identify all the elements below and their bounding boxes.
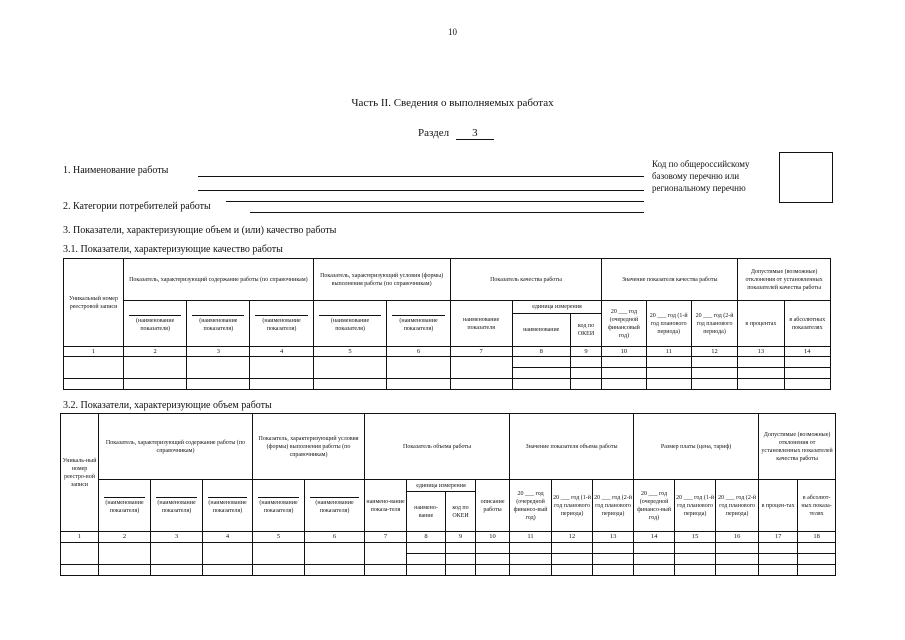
- t1-col-num: 1: [64, 347, 124, 357]
- t1-h-value: Значение показателя качества работы: [602, 259, 738, 301]
- t2-col-num: 4: [203, 532, 253, 543]
- page-title: Часть II. Сведения о выполняемых работах: [351, 97, 554, 109]
- t1-sub-y3: 20 ___ год (2-й год планового периода): [691, 301, 737, 347]
- t1-h-conditions: Показатель, характеризующий условия (формы) выполнения работы (по справочникам): [313, 259, 450, 301]
- t1-sub-y1: 20 ___ год (очередной финансовый год): [602, 301, 646, 347]
- t2-sub-y2: 20 ___ год (1-й год планового периода): [552, 480, 593, 532]
- page-number: 10: [448, 27, 457, 37]
- volume-table: [60, 413, 836, 576]
- t2-sub-unit: единица измерения: [407, 480, 476, 492]
- t2-h-deviation: Допустимые (возможные) отклонения от установленных показателей качества работы: [759, 414, 836, 480]
- t1-h-unique: Уникальный номер реестровой записи: [64, 259, 124, 347]
- t2-col-num: 18: [798, 532, 836, 543]
- t2-col-num: 16: [716, 532, 759, 543]
- t1-sub-pct: в процентах: [738, 301, 784, 347]
- t2-sub-desc: описание работы: [476, 480, 510, 532]
- indicators-label: 3. Показатели, характеризующие объем и (или) качество работы: [63, 225, 337, 236]
- t1-col-num: 7: [450, 347, 512, 357]
- t2-col-num: 11: [510, 532, 552, 543]
- t2-h-content: Показатель, характеризующий содержание работы (по справочникам): [99, 414, 253, 480]
- t1-sub-y2: 20 ___ год (1-й год планового периода): [646, 301, 691, 347]
- t1-col-num: 9: [570, 347, 602, 357]
- t1-sub-abs: в абсолютных показателях: [784, 301, 830, 347]
- t2-sub-okei: код по ОКЕИ: [446, 492, 476, 532]
- t1-sub-okei: код по ОКЕИ: [570, 314, 602, 347]
- t2-col-num: 12: [552, 532, 593, 543]
- t1-sub-ind-4: (наименование показателя): [250, 301, 313, 347]
- t2-sub-y3: 20 ___ год (2-й год планового периода): [593, 480, 634, 532]
- t2-col-num: 6: [305, 532, 365, 543]
- t1-sub-ind-5: (наименование показателя): [313, 301, 387, 347]
- t2-col-num: 3: [151, 532, 203, 543]
- consumers-line: [250, 212, 644, 213]
- consumers-line-top: [226, 201, 644, 202]
- t1-col-num: 14: [784, 347, 830, 357]
- t2-sub-name: наимено-вание показа-теля: [365, 480, 407, 532]
- code-box[interactable]: [779, 152, 833, 203]
- t2-col-num: 5: [253, 532, 305, 543]
- t1-sub-ind-2: (наименование показателя): [124, 301, 187, 347]
- t2-sub-price-y3: 20 ___ год (2-й год планового периода): [716, 480, 759, 532]
- t1-col-num: 12: [691, 347, 737, 357]
- t1-sub-ind-3: (наименование показателя): [187, 301, 250, 347]
- t2-data-row: [61, 543, 836, 554]
- t1-col-num: 3: [187, 347, 250, 357]
- t2-h-value: Значение показателя объема работы: [510, 414, 634, 480]
- t2-col-num: 15: [675, 532, 716, 543]
- t2-sub-price-y1: 20 ___ год (очередной финансо-вый год): [634, 480, 675, 532]
- t1-col-num: 6: [387, 347, 450, 357]
- t1-sub-name: наименование показателя: [450, 301, 512, 347]
- t1-col-num: 11: [646, 347, 691, 357]
- t2-sub-ind-2: (наименование показателя): [99, 480, 151, 532]
- t2-col-num: 7: [365, 532, 407, 543]
- t1-col-num: 10: [602, 347, 646, 357]
- t2-sub-price-y2: 20 ___ год (1-й год планового периода): [675, 480, 716, 532]
- t2-h-conditions: Показатель, характеризующий условия (формы) выполнения работы (по справочникам): [253, 414, 365, 480]
- t1-col-num: 2: [124, 347, 187, 357]
- t1-h-content: Показатель, характеризующий содержание работы (по справочникам): [124, 259, 314, 301]
- t1-col-num: 8: [512, 347, 570, 357]
- t1-col-num: 13: [738, 347, 784, 357]
- t2-col-num: 1: [61, 532, 99, 543]
- t1-sub-unit: единица измерения: [512, 301, 602, 314]
- t2-col-num: 9: [446, 532, 476, 543]
- t1-h-quality: Показатель качества работы: [450, 259, 602, 301]
- code-label: Код по общероссийскому базовому перечню или региональному перечню: [652, 159, 750, 193]
- t1-sub-ind-6: (наименование показателя): [387, 301, 450, 347]
- t2-sub-abs: в абсолют-ных показа-телях: [798, 480, 836, 532]
- t2-col-num: 8: [407, 532, 446, 543]
- t1-sub-unit-name: наименование: [512, 314, 570, 347]
- table1-title: 3.1. Показатели, характеризующие качество работы: [63, 244, 283, 255]
- section-label: [418, 127, 494, 140]
- t2-sub-ind-5: (наименование показателя): [253, 480, 305, 532]
- quality-table: [63, 258, 831, 390]
- t2-col-num: 10: [476, 532, 510, 543]
- t2-sub-ind-4: (наименование показателя): [203, 480, 253, 532]
- t2-col-num: 14: [634, 532, 675, 543]
- t2-sub-ind-6: (наименование показателя): [305, 480, 365, 532]
- t2-sub-pct: в процен-тах: [759, 480, 798, 532]
- t1-data-row: [64, 379, 831, 390]
- t1-data-row: [64, 357, 831, 368]
- t2-data-row: [61, 565, 836, 576]
- razdel-label: Раздел: [418, 127, 450, 139]
- t2-sub-y1: 20 ___ год (очередной финансо-вый год): [510, 480, 552, 532]
- work-name-line-2: [198, 190, 644, 191]
- t2-col-num: 13: [593, 532, 634, 543]
- t2-h-price: Размер платы (цена, тариф): [634, 414, 759, 480]
- t2-h-volume: Показатель объема работы: [365, 414, 510, 480]
- t2-sub-unit-name: наимено-вание: [407, 492, 446, 532]
- consumers-label: 2. Категории потребителей работы: [63, 201, 211, 212]
- t2-sub-ind-3: (наименование показателя): [151, 480, 203, 532]
- t1-col-num: 5: [313, 347, 387, 357]
- t2-col-num: 2: [99, 532, 151, 543]
- razdel-number: 3: [456, 127, 494, 140]
- t1-h-deviation: Допустимые (возможные) отклонения от установленных показателей качества работы: [738, 259, 831, 301]
- t1-col-num: 4: [250, 347, 313, 357]
- work-name-label: 1. Наименование работы: [63, 165, 169, 176]
- t2-h-unique: Уникаль-ный номер реестро-вой записи: [61, 414, 99, 532]
- work-name-line: [198, 176, 644, 177]
- table2-title: 3.2. Показатели, характеризующие объем работы: [63, 400, 272, 411]
- t2-col-num: 17: [759, 532, 798, 543]
